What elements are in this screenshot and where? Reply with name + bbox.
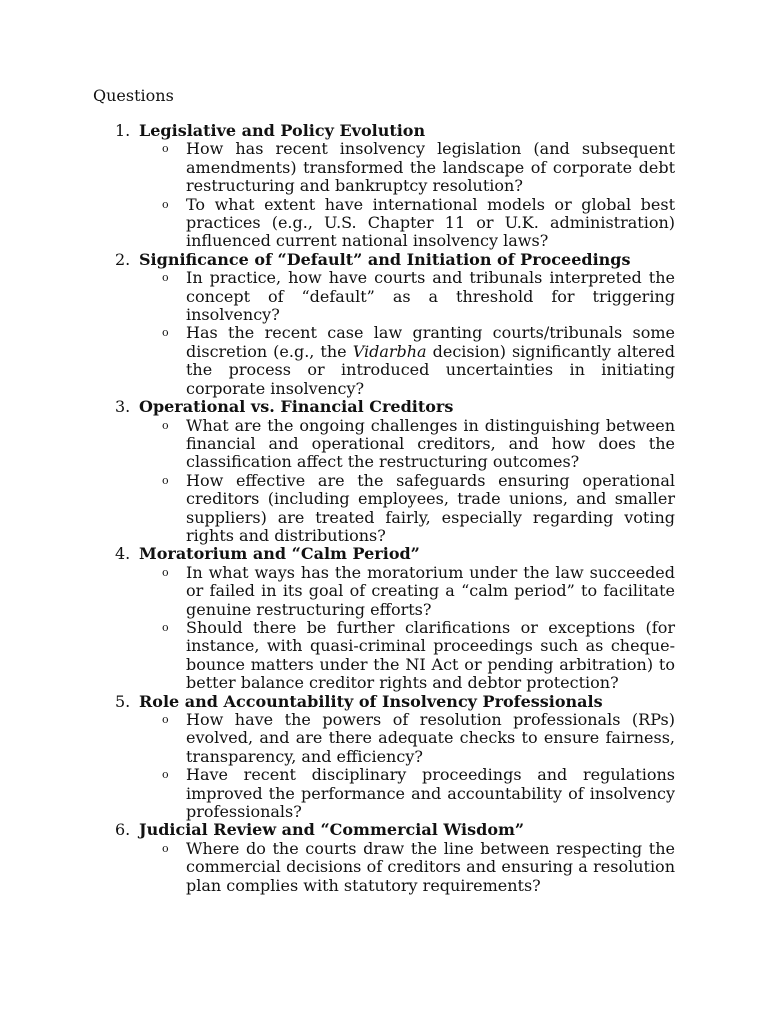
sub-question-text: Has the recent case law granting courts/tribunals some discretion (e.g., the Vidarbha decision) significantly altered the process or introduced uncertainties in initiating corporate insolvency? bbox=[186, 323, 675, 398]
question-number: 5. bbox=[115, 691, 131, 711]
sub-question-list bbox=[139, 417, 675, 546]
sub-question bbox=[139, 324, 675, 398]
question-item bbox=[93, 545, 675, 692]
sub-question-text: In practice, how have courts and tribunals interpreted the concept of “default” as a threshold for triggering insolvency? bbox=[186, 268, 675, 325]
circle-bullet-icon: o bbox=[162, 142, 169, 156]
sub-question-list bbox=[139, 564, 675, 693]
sub-question-list bbox=[139, 711, 675, 821]
circle-bullet-icon: o bbox=[162, 197, 169, 211]
question-number: 3. bbox=[115, 397, 131, 417]
sub-question-text: In what ways has the moratorium under the law succeeded or failed in its goal of creating a “calm period” to facilitate genuine restructuring efforts? bbox=[186, 562, 675, 619]
question-item bbox=[93, 398, 675, 545]
question-number: 2. bbox=[115, 249, 131, 269]
question-item bbox=[93, 821, 675, 895]
sub-question bbox=[139, 840, 675, 895]
circle-bullet-icon: o bbox=[162, 768, 169, 782]
sub-question bbox=[139, 417, 675, 472]
question-title: Legislative and Policy Evolution bbox=[139, 121, 426, 140]
circle-bullet-icon: o bbox=[162, 841, 169, 855]
sub-question-list bbox=[139, 840, 675, 895]
question-title: Role and Accountability of Insolvency Professionals bbox=[139, 691, 603, 711]
circle-bullet-icon: o bbox=[162, 620, 169, 634]
sub-question-text: To what extent have international models or global best practices (e.g., U.S. Chapter 11 or U.K. administration) influenced current national insolvency laws? bbox=[186, 194, 675, 251]
sub-question-text: How has recent insolvency legislation (and subsequent amendments) transformed the landscape of corporate debt restructuring and bankruptcy resolution? bbox=[186, 139, 675, 196]
sub-question-text: What are the ongoing challenges in distinguishing between financial and operational creditors, and how does the classification affect the restructuring outcomes? bbox=[186, 415, 675, 472]
sub-question bbox=[139, 472, 675, 546]
sub-question-text: How have the powers of resolution professionals (RPs) evolved, and are there adequate checks to ensure fairness, transparency, and efficiency? bbox=[186, 710, 675, 766]
question-number: 6. bbox=[115, 820, 131, 840]
sub-question-text: Should there be further clarifications or exceptions (for instance, with quasi-criminal proceedings such as cheque-bounce matters under the NI Act or pending arbitration) to better balance creditor rights and debtor protection? bbox=[186, 617, 675, 693]
circle-bullet-icon: o bbox=[162, 326, 169, 340]
circle-bullet-icon: o bbox=[162, 713, 169, 726]
question-title: Moratorium and “Calm Period” bbox=[139, 544, 420, 564]
sub-question bbox=[139, 619, 675, 693]
question-item bbox=[93, 122, 675, 251]
sub-question bbox=[139, 564, 675, 619]
sub-question bbox=[139, 766, 675, 821]
sub-question bbox=[139, 140, 675, 195]
sub-question bbox=[139, 196, 675, 251]
circle-bullet-icon: o bbox=[162, 271, 169, 285]
circle-bullet-icon: o bbox=[162, 473, 169, 487]
question-number: 4. bbox=[115, 544, 131, 564]
question-list bbox=[93, 122, 675, 895]
sub-question-list bbox=[139, 140, 675, 250]
page-heading: Questions bbox=[93, 86, 174, 105]
sub-question-text: Where do the courts draw the line between respecting the commercial decisions of creditors and ensuring a resolution plan complies with statutory requirements? bbox=[186, 838, 675, 895]
sub-question bbox=[139, 711, 675, 766]
question-item bbox=[93, 251, 675, 398]
question-item bbox=[93, 693, 675, 822]
question-title: Significance of “Default” and Initiation of Proceedings bbox=[139, 249, 631, 269]
circle-bullet-icon: o bbox=[162, 418, 169, 432]
circle-bullet-icon: o bbox=[162, 565, 169, 579]
question-number: 1. bbox=[115, 121, 131, 140]
sub-question-list bbox=[139, 269, 675, 398]
sub-question bbox=[139, 269, 675, 324]
question-title: Judicial Review and “Commercial Wisdom” bbox=[139, 820, 525, 840]
question-title: Operational vs. Financial Creditors bbox=[139, 397, 454, 417]
sub-question-text: Have recent disciplinary proceedings and regulations improved the performance and accountability of insolvency professionals? bbox=[186, 765, 675, 822]
sub-question-text: How effective are the safeguards ensuring operational creditors (including employees, trade unions, and smaller suppliers) are treated fairly, especially regarding voting rights and distributions? bbox=[186, 470, 675, 545]
